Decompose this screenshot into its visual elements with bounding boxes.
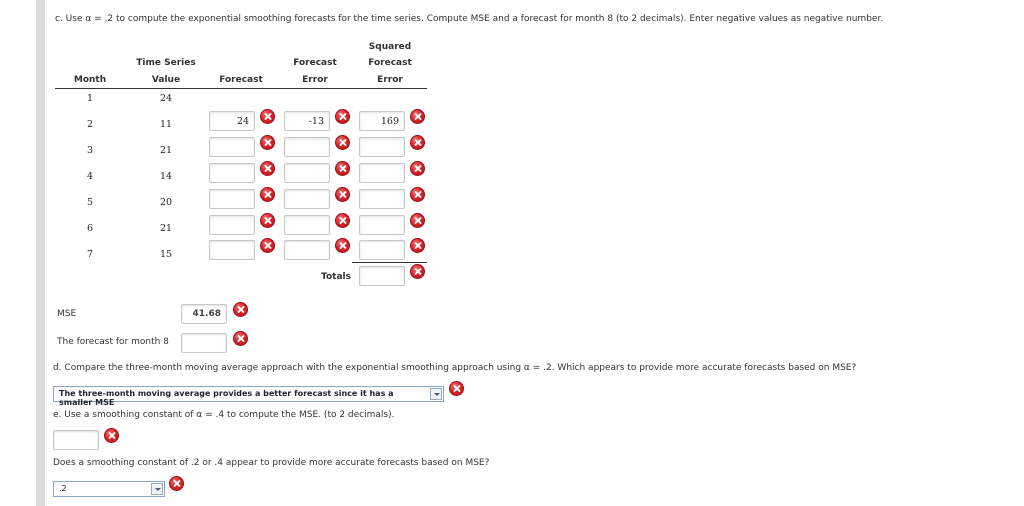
mse-label: MSE (57, 309, 77, 319)
header-divider (55, 88, 427, 89)
incorrect-x-icon (335, 109, 350, 124)
month8-forecast-input[interactable] (181, 333, 227, 353)
left-margin-bar (36, 0, 45, 506)
row7-squared-input[interactable] (359, 240, 405, 260)
part-e-question-2: Does a smoothing constant of .2 or .4 appear to provide more accurate forecasts based on MSE? (53, 458, 490, 468)
chevron-down-icon[interactable] (430, 388, 442, 400)
row3-month: 3 (86, 145, 94, 156)
row2-month: 2 (86, 119, 94, 130)
part-d-question: d. Compare the three-month moving average approach with the exponential smoothing approach using α = .2. Which appears to provide more accurate forecasts based on MSE? (53, 363, 857, 373)
incorrect-x-icon (104, 428, 119, 443)
row1-value: 24 (159, 93, 173, 104)
row5-squared-input[interactable] (359, 189, 405, 209)
row7-value: 15 (159, 249, 173, 260)
incorrect-x-icon (260, 135, 275, 150)
incorrect-x-icon (410, 109, 425, 124)
header-ts-2: Value (151, 75, 181, 85)
row7-forecast-input[interactable] (209, 240, 255, 260)
row2-error-input[interactable] (284, 111, 330, 131)
row4-forecast-input[interactable] (209, 163, 255, 183)
row6-squared-input[interactable] (359, 215, 405, 235)
row3-error-input[interactable] (284, 137, 330, 157)
incorrect-x-icon (169, 476, 184, 491)
row7-error-input[interactable] (284, 240, 330, 260)
row4-month: 4 (86, 171, 94, 182)
incorrect-x-icon (233, 302, 248, 317)
part-d-selected-text: The three-month moving average provides a better forecast since it has a smaller MSE (59, 389, 394, 407)
row5-month: 5 (86, 197, 94, 208)
mse-input[interactable] (181, 304, 227, 324)
chevron-down-icon[interactable] (151, 483, 163, 495)
row2-value: 11 (159, 119, 173, 130)
row5-error-input[interactable] (284, 189, 330, 209)
row6-month: 6 (86, 223, 94, 234)
incorrect-x-icon (260, 187, 275, 202)
row3-squared-input[interactable] (359, 137, 405, 157)
row1-month: 1 (86, 93, 94, 104)
totals-divider (352, 262, 427, 263)
incorrect-x-icon (410, 135, 425, 150)
row2-forecast-input[interactable] (209, 111, 255, 131)
row5-value: 20 (159, 197, 173, 208)
header-forecast: Forecast (219, 75, 263, 85)
row3-value: 21 (159, 145, 173, 156)
totals-label: Totals (321, 272, 351, 282)
row6-forecast-input[interactable] (209, 215, 255, 235)
row3-forecast-input[interactable] (209, 137, 255, 157)
incorrect-x-icon (260, 161, 275, 176)
part-e-question: e. Use a smoothing constant of α = .4 to compute the MSE. (to 2 decimals). (53, 410, 395, 420)
incorrect-x-icon (335, 238, 350, 253)
part-e-selected-text: .2 (59, 484, 67, 493)
incorrect-x-icon (260, 238, 275, 253)
part-c-question: c. Use α = .2 to compute the exponential smoothing forecasts for the time series. Compute MSE and a forecast for month 8 (to 2 decimals). Enter negative values as negative number. (55, 14, 884, 24)
incorrect-x-icon (410, 238, 425, 253)
month8-label: The forecast for month 8 (57, 337, 169, 347)
incorrect-x-icon (410, 264, 425, 279)
incorrect-x-icon (410, 213, 425, 228)
incorrect-x-icon (335, 213, 350, 228)
header-squared-1: Squared (368, 42, 412, 52)
header-squared-3: Error (377, 75, 403, 85)
incorrect-x-icon (449, 381, 464, 396)
header-squared-2: Forecast (368, 58, 412, 68)
part-d-answer-select[interactable] (53, 386, 444, 407)
row4-value: 14 (159, 171, 173, 182)
part-e-mse-input[interactable] (53, 430, 99, 450)
header-fe-2: Error (302, 75, 328, 85)
incorrect-x-icon (335, 135, 350, 150)
row4-error-input[interactable] (284, 163, 330, 183)
part-e-answer-select[interactable] (53, 481, 165, 497)
header-month: Month (73, 75, 107, 85)
row6-error-input[interactable] (284, 215, 330, 235)
row7-month: 7 (86, 249, 94, 260)
row6-value: 21 (159, 223, 173, 234)
incorrect-x-icon (410, 187, 425, 202)
incorrect-x-icon (335, 187, 350, 202)
row5-forecast-input[interactable] (209, 189, 255, 209)
header-fe-1: Forecast (293, 58, 337, 68)
incorrect-x-icon (260, 109, 275, 124)
header-ts-1: Time Series (136, 58, 196, 68)
totals-squared-input[interactable] (359, 266, 405, 286)
row4-squared-input[interactable] (359, 163, 405, 183)
incorrect-x-icon (260, 213, 275, 228)
incorrect-x-icon (335, 161, 350, 176)
incorrect-x-icon (233, 331, 248, 346)
incorrect-x-icon (410, 161, 425, 176)
row2-squared-input[interactable] (359, 111, 405, 131)
